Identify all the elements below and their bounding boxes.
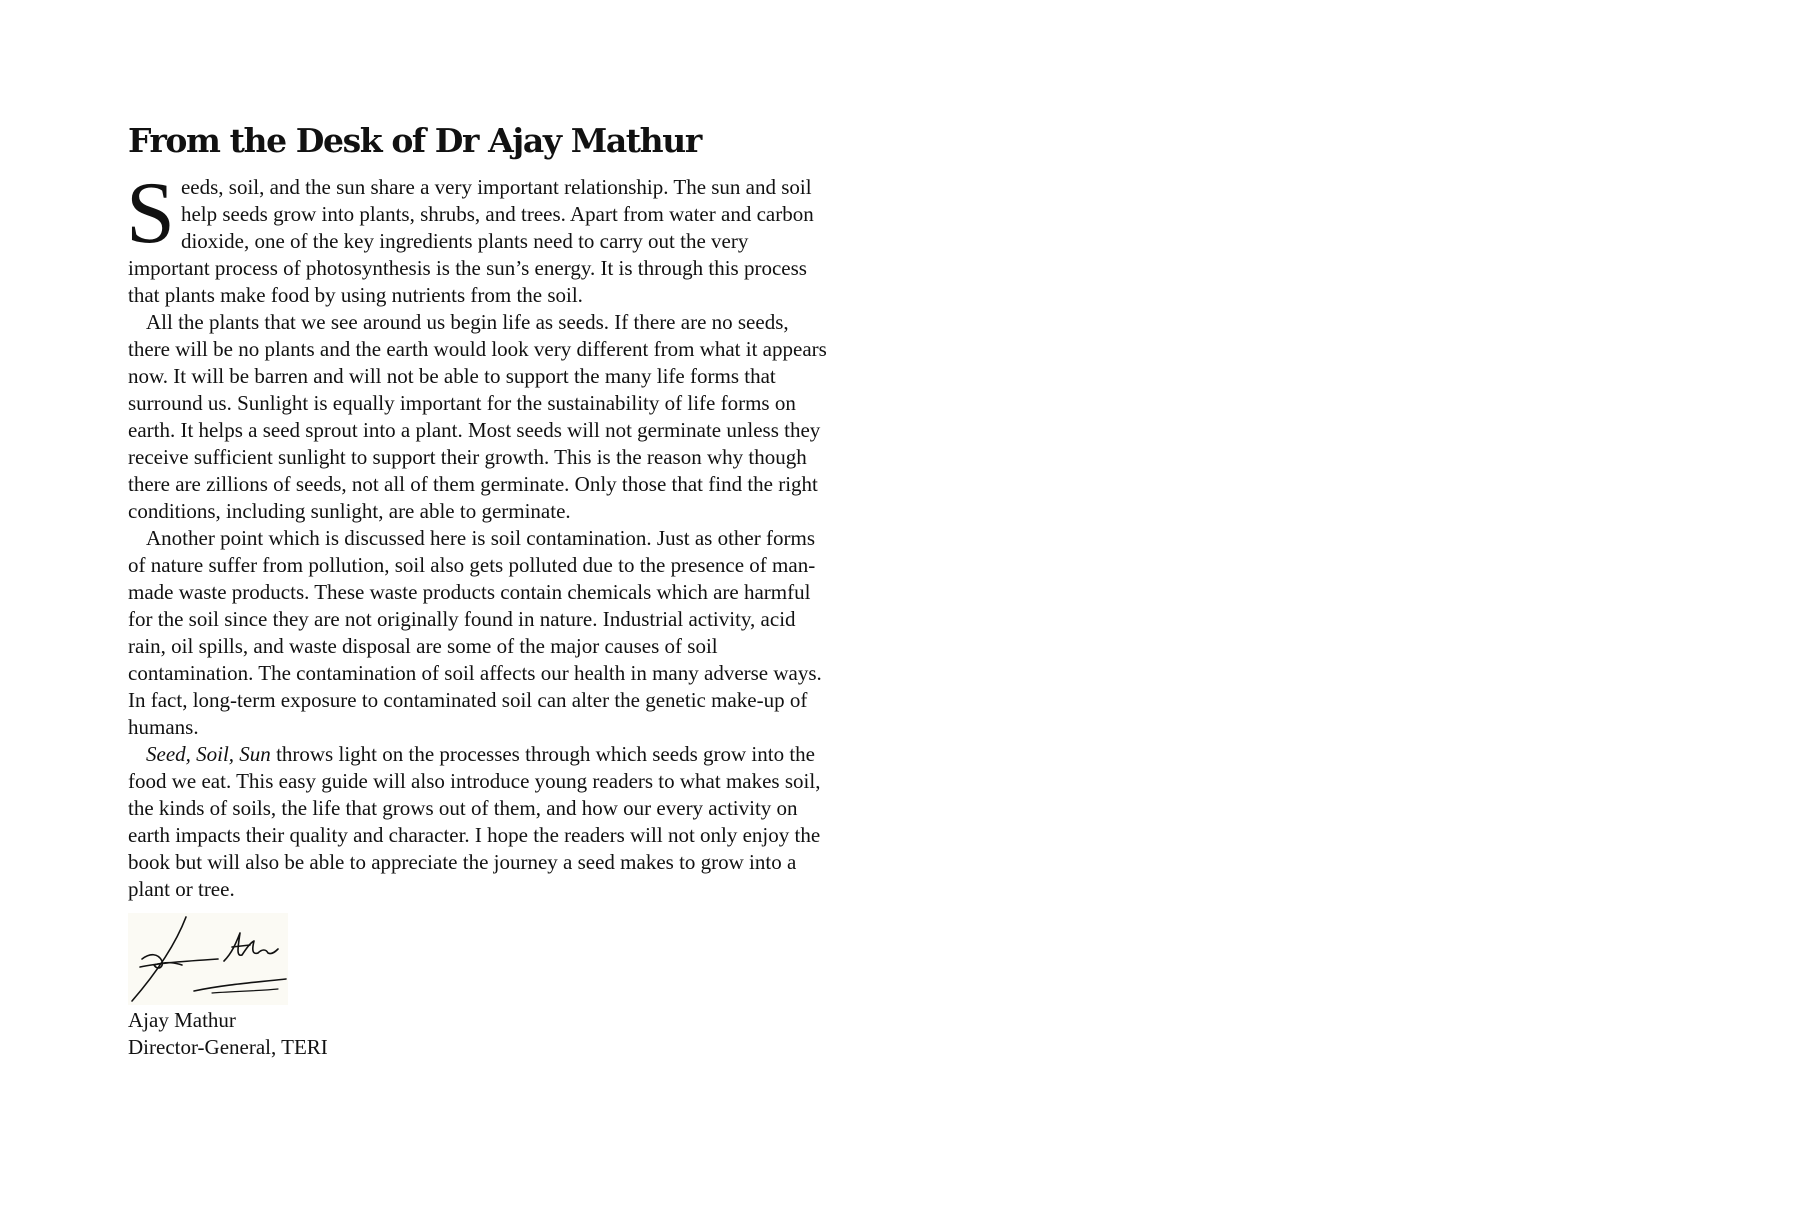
letter-body: [126, 165, 828, 903]
paragraph-4-text: throws light on the processes through which seeds grow into the food we eat. This easy guide will also introduce young readers to what makes soil, the kinds of soils, the life that grows out of them, and how our every activity on earth impacts their quality and character. I hope the readers will not only enjoy the book but will also be able to appreciate the journey a seed makes to grow into a plant or tree.: [128, 742, 821, 901]
page-title: From the Desk of Dr Ajay Mathur: [128, 121, 701, 160]
signoff: [128, 1007, 828, 1061]
drop-cap: S: [126, 165, 175, 262]
author-name: Ajay Mathur: [128, 1008, 236, 1032]
paragraph-4: [128, 741, 828, 903]
paragraph-3: Another point which is discussed here is soil contamination. Just as other forms of nature suffer from pollution, soil also gets polluted due to the presence of man-made waste products. These waste products contain chemicals which are harmful for the soil since they are not originally found in nature. Industrial activity, acid rain, oil spills, and waste disposal are some of the major causes of soil contamination. The contamination of soil affects our health in many adverse ways. In fact, long-term exposure to contaminated soil can alter the genetic make-up of humans.: [128, 526, 822, 739]
paragraph-1-text: eeds, soil, and the sun share a very important relationship. The sun and soil help seeds grow into plants, shrubs, and trees. Apart from water and carbon dioxide, one of the key ingredients plants need to carry out the very important process of photosynthesis is the sun’s energy. It is through this process that plants make food by using nutrients from the soil.: [128, 175, 814, 307]
book-title: Seed, Soil, Sun: [146, 742, 271, 766]
paragraph-2: All the plants that we see around us begin life as seeds. If there are no seeds, there will be no plants and the earth would look very different from what it appears now. It will be barren and will not be able to support the many life forms that surround us. Sunlight is equally important for the sustainability of life forms on earth. It helps a seed sprout into a plant. Most seeds will not germinate unless they receive sufficient sunlight to support their growth. This is the reason why though there are zillions of seeds, not all of them germinate. Only those that find the right conditions, including sunlight, are able to germinate.: [128, 310, 827, 523]
handwritten-signature: [128, 913, 288, 1005]
letter-page: [128, 118, 828, 1061]
paragraph-1: [126, 165, 828, 309]
author-title: Director-General, TERI: [128, 1035, 328, 1059]
